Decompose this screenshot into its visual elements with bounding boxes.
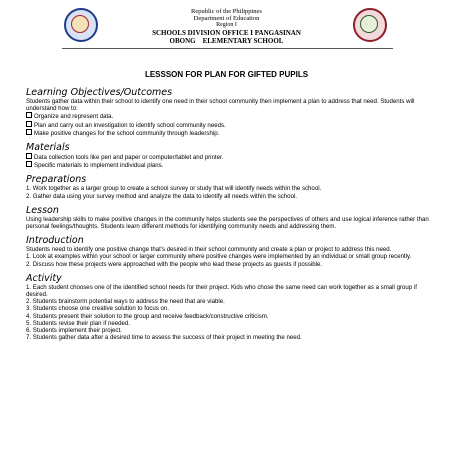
- lesson-text: Using leadership skills to make positive changes in the community helps students see the perspectives of others and use logical inference rather than personal feelings/thoughts. Students learn different methods for identifying community needs and addressing them.: [26, 215, 429, 231]
- introduction-intro: Students need to identify one positive change that's desired in their school community and create a plan or project to address this need.: [26, 246, 392, 254]
- checkbox-icon: [26, 129, 32, 135]
- activity-step: 1. Each student chooses one of the identified school needs for their project. Kids who chose the same need can work together as a small group if desired.: [26, 283, 417, 299]
- activity-step: 6. Students implement their project.: [26, 327, 122, 335]
- introduction-heading: Introduction: [26, 235, 84, 247]
- header-region: Region I: [216, 22, 237, 28]
- preparation-step: 2. Gather data using your survey method and analyze the data to identify all needs within the school.: [26, 192, 297, 200]
- activity-step: 7. Students gather data after a desired time to assess the success of their project in meeting the need.: [26, 334, 302, 342]
- header-divider: [62, 48, 393, 49]
- activity-step: 5. Students revise their plan if needed.: [26, 319, 130, 327]
- section-activity: [26, 273, 436, 342]
- introduction-step: 1. Look at examples within your school or larger community where positive changes were implemented by an individual or small group recently.: [26, 253, 412, 261]
- section-objectives: [26, 87, 436, 137]
- activity-step: 3. Students choose one creative solution to focus on.: [26, 305, 169, 313]
- objectives-heading: Learning Objectives/Outcomes: [26, 87, 173, 98]
- header-school-name: OBONG ELEMENTARY SCHOOL: [169, 37, 284, 45]
- objective-item: Make positive changes for the school community through leadership.: [26, 129, 436, 137]
- activity-step: 2. Students brainstorm potential ways to address the need that are viable.: [26, 298, 225, 306]
- material-item: Data collection tools like pen and paper or computer/tablet and printer.: [26, 153, 436, 161]
- checkbox-icon: [26, 153, 32, 159]
- document-body: [26, 87, 436, 341]
- checkbox-icon: [26, 112, 32, 118]
- introduction-step: 2. Discuss how these projects were approached with the people who lead these projects as guests if possible.: [26, 260, 323, 268]
- preparation-step: 1. Work together as a larger group to create a school survey or study that will identify needs within the school.: [26, 185, 322, 193]
- lesson-title: LESSSON FOR PLAN FOR GIFTED PUPILS: [144, 70, 309, 79]
- lesson-heading: Lesson: [26, 204, 59, 216]
- checkbox-icon: [26, 161, 32, 167]
- header-department: Department of Education: [193, 15, 260, 22]
- section-materials: [26, 142, 436, 169]
- objective-item: Organize and represent data.: [26, 112, 436, 120]
- preparations-heading: Preparations: [26, 174, 87, 186]
- section-preparations: [26, 174, 436, 199]
- header-division-office: SCHOOLS DIVISION OFFICE I PANGASINAN: [152, 29, 301, 37]
- materials-heading: Materials: [26, 142, 70, 154]
- section-lesson: [26, 205, 436, 230]
- activity-heading: Activity: [26, 272, 62, 284]
- checkbox-icon: [26, 121, 32, 127]
- objective-item: Plan and carry out an investigation to identify school community needs.: [26, 121, 436, 129]
- objectives-intro: Students gather data within their school to identify one need in their school community then implement a plan to address that need. Students will understand how to:: [26, 98, 415, 113]
- section-introduction: [26, 235, 436, 268]
- header-republic: Republic of the Philippines: [191, 8, 262, 15]
- activity-step: 4. Students present their solution to the group and receive feedback/constructive criticism.: [26, 312, 269, 320]
- material-item: Specific materials to implement individual plans.: [26, 161, 436, 169]
